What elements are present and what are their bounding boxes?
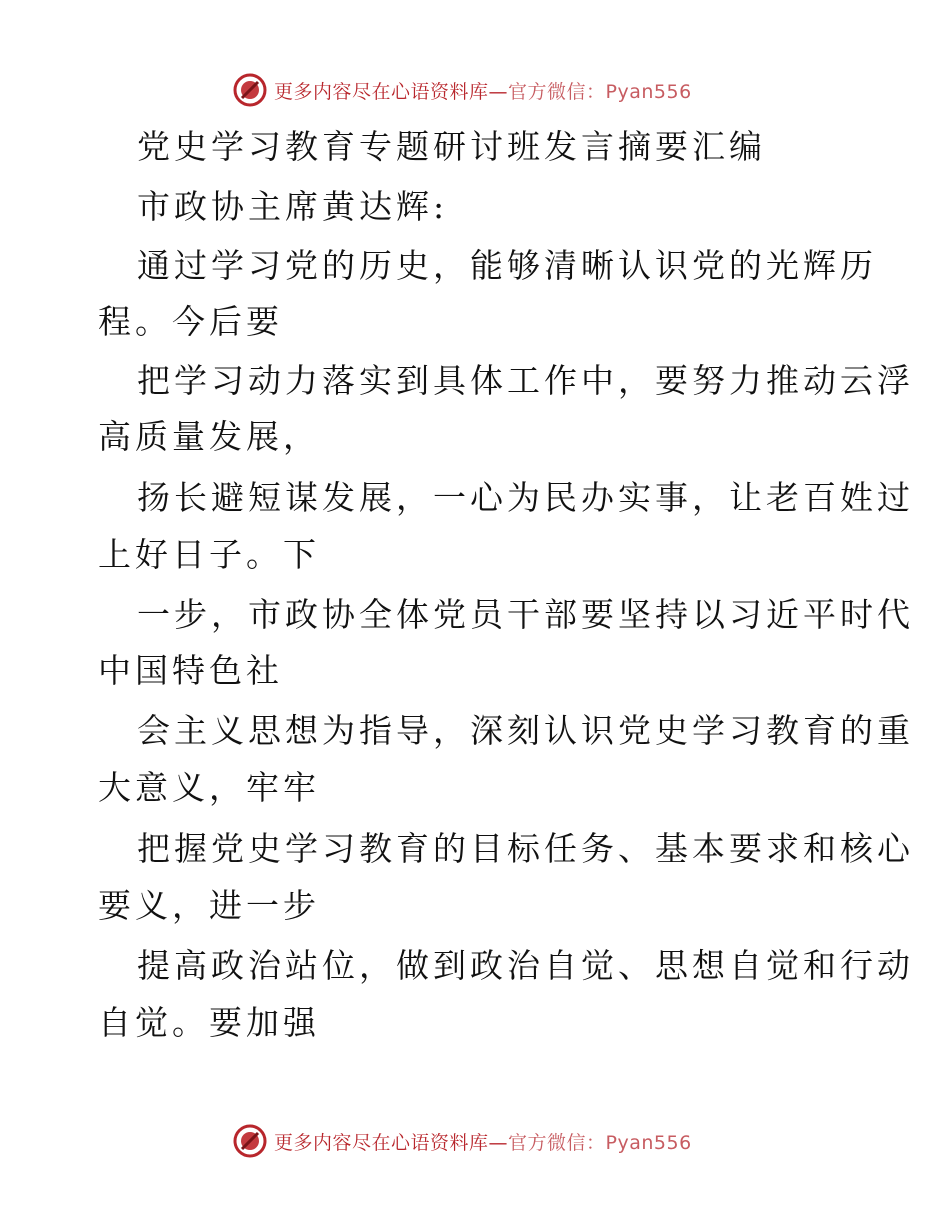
- text-line: 一步，市政协全体党员干部要坚持以习近平时代: [137, 595, 914, 634]
- text-line: 上好日子。下: [98, 535, 320, 574]
- text-line: 要义，进一步: [98, 886, 320, 925]
- text-line: 把握党史学习教育的目标任务、基本要求和核心: [137, 829, 914, 868]
- footer-banner: [232, 1121, 692, 1161]
- brand-logo-icon: [232, 1123, 268, 1159]
- text-line: 高质量发展，: [98, 417, 320, 456]
- banner-text: 更多内容尽在心语资料库—官方微信：Pyan556: [274, 1131, 692, 1154]
- text-line: 通过学习党的历史，能够清晰认识党的光辉历: [137, 246, 877, 285]
- text-line: 自觉。要加强: [98, 1003, 320, 1042]
- document-title: 党史学习教育专题研讨班发言摘要汇编: [137, 127, 766, 166]
- text-line: 会主义思想为指导，深刻认识党史学习教育的重: [137, 711, 914, 750]
- header-banner: [232, 70, 692, 110]
- speaker-line: 市政协主席黄达辉:: [137, 187, 449, 226]
- banner-text: 更多内容尽在心语资料库—官方微信：Pyan556: [274, 80, 692, 103]
- text-line: 提高政治站位，做到政治自觉、思想自觉和行动: [137, 946, 914, 985]
- brand-logo-icon: [232, 72, 268, 108]
- text-line: 程。今后要: [98, 302, 283, 341]
- text-line: 中国特色社: [98, 651, 283, 690]
- text-line: 把学习动力落实到具体工作中，要努力推动云浮: [137, 361, 914, 400]
- text-line: 大意义，牢牢: [98, 768, 320, 807]
- text-line: 扬长避短谋发展，一心为民办实事，让老百姓过: [137, 478, 914, 517]
